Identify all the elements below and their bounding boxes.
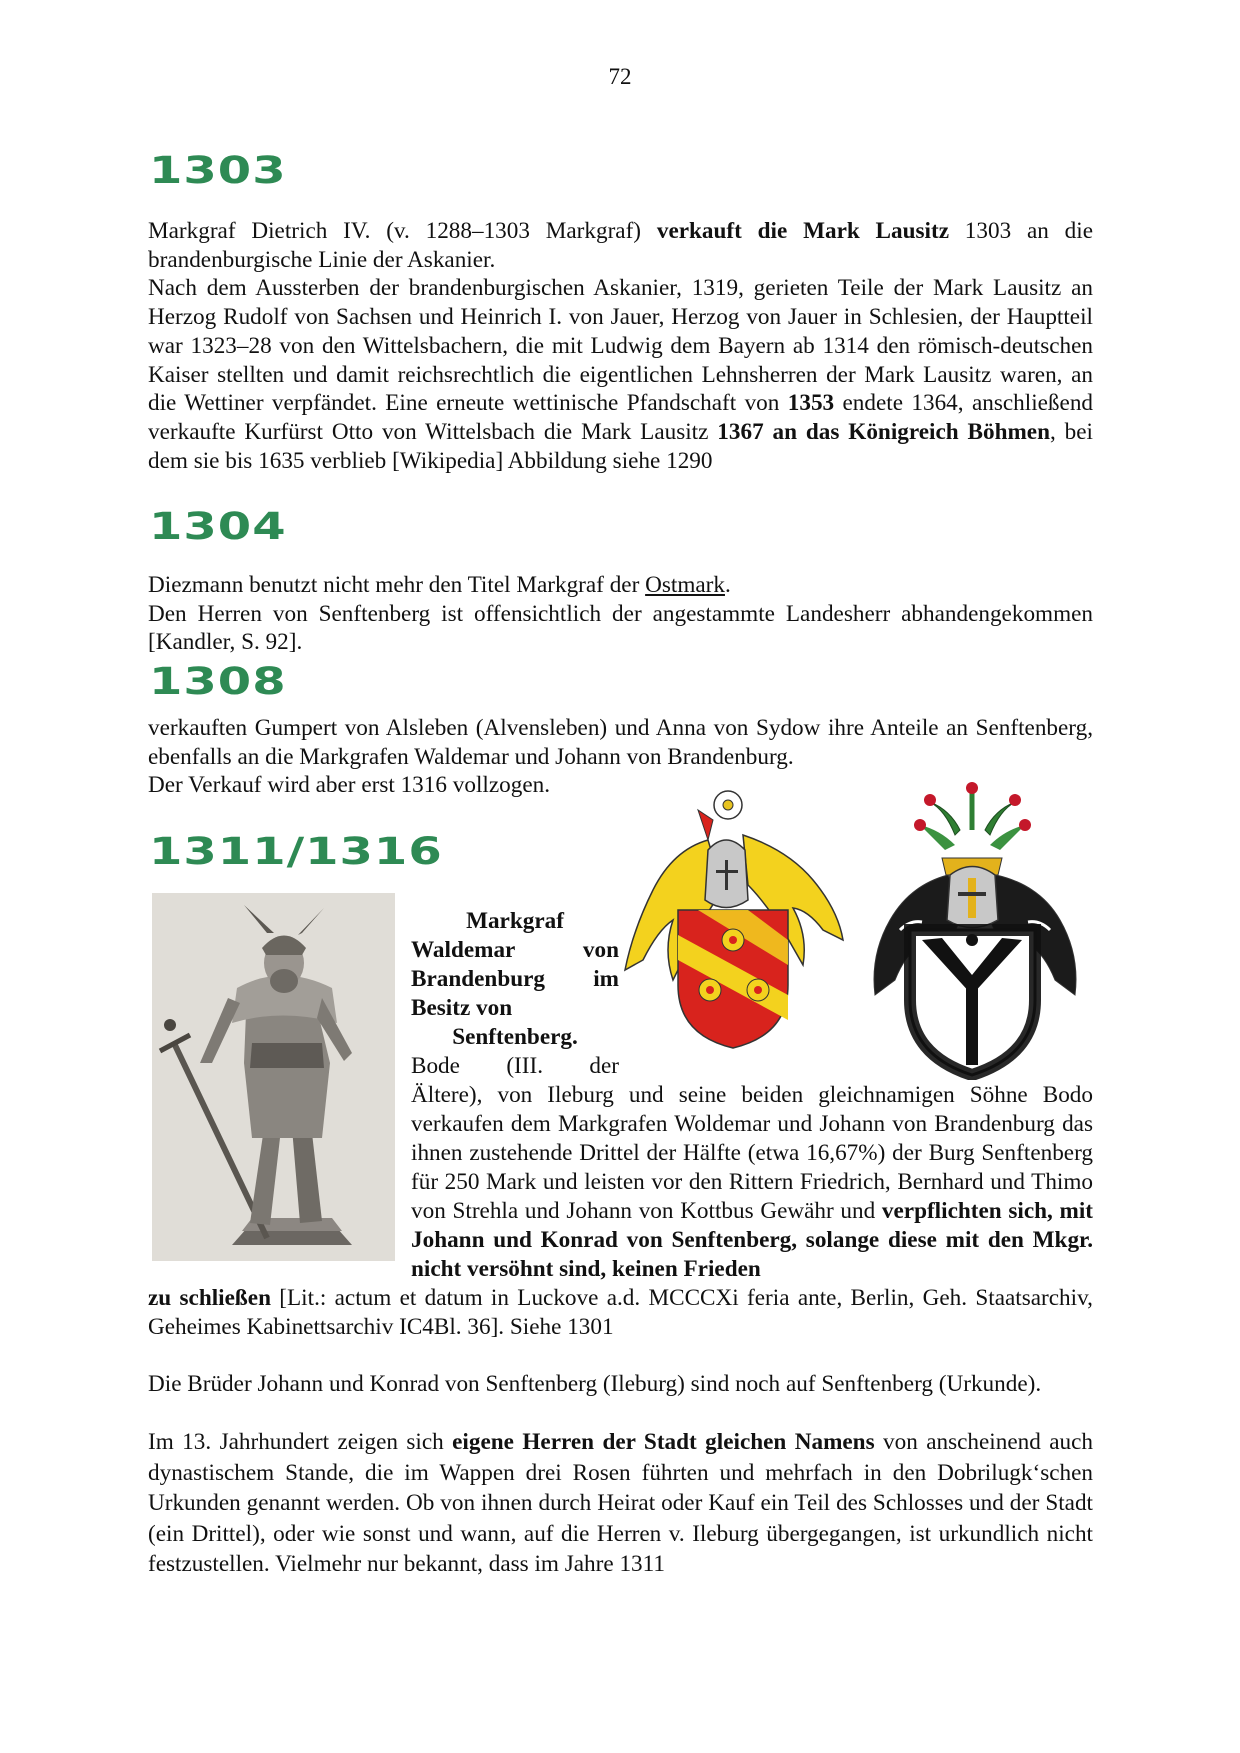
- caption-senftenberg: Senftenberg.: [452, 1024, 578, 1050]
- paragraph-1304: Diezmann benutzt nicht mehr den Titel Markgraf der Ostmark. Den Herren von Senftenberg ist offensichtlich der angestammte Landesherr abhandengekommen [Kandler, S. 92].: [148, 572, 1093, 656]
- paragraph-13th-century: Im 13. Jahrhundert zeigen sich eigene Herren der Stadt gleichen Namens von anscheinend auch dynastischem Stande, die im Wappen drei Rosen führten und mehrfach in den Dobrilugk‘schen Urkunden genannt werden. Ob von ihnen durch Heirat oder Kauf ein Teil des Schlosses und der Stadt (ein Drittel), oder wie sonst und wann, auf die Herren v. Ileburg übergegangen, ist urkundlich nicht festzustellen. Vielmehr nur bekannt, dass im Jahre 1311: [148, 1429, 1094, 1577]
- side-tail-bode: Bode (III. der: [411, 1053, 619, 1079]
- caption-markgraf: Markgraf: [466, 908, 564, 934]
- paragraph-1308: verkauften Gumpert von Alsleben (Alvensleben) und Anna von Sydow ihre Anteile an Senftenberg, ebenfalls an die Markgrafen Waldemar und Johann von Brandenburg. Der Verkauf wird aber erst 1316 vollzogen.: [148, 715, 1093, 799]
- year-heading-1308: 1308: [149, 659, 287, 704]
- brandenburg-coat-of-arms: [613, 780, 853, 1050]
- ileburg-coat-of-arms: [860, 780, 1090, 1080]
- caption-waldemar: Waldemar von Brandenburg im Besitz von: [411, 937, 619, 1021]
- paragraph-1311-body: Ältere), von Ileburg und seine beiden gleichnamigen Söhne Bodo verkaufen dem Markgrafen Woldemar und Johann von Brandenburg das ihnen zustehende Drittel der Hälfte (etwa 16,67%) der Burg Senftenberg für 250 Mark und leisten vor den Rittern Friedrich, Bernhard und Thimo von Strehla und Johann von Kottbus Gewähr und verpflichten sich, mit Johann und Konrad von Senftenberg, solange diese mit den Mkgr. nicht versöhnt sind, keinen Frieden: [411, 1082, 1093, 1282]
- paragraph-1303: Markgraf Dietrich IV. (v. 1288–1303 Markgraf) verkauft die Mark Lausitz 1303 an die brandenburgische Linie der Askanier. Nach dem Aussterben der brandenburgischen Askanier, 1319, gerieten Teile der Mark Lausitz an Herzog Rudolf von Sachsen und Heinrich I. von Jauer, Herzog von Jauer in Schlesien, der Hauptteil war 1323–28 von den Wittelsbachern, die mit Ludwig dem Bayern ab 1314 den römisch-deutschen Kaiser stellten und damit reichsrechtlich die eigentlichen Lehnsherren der Mark Lausitz waren, an die Wettiner verpfändet. Eine erneute wettinische Pfandschaft von 1353 endete 1364, anschließend verkaufte Kurfürst Otto von Wittelsbach die Mark Lausitz 1367 an das Königreich Böhmen, bei dem sie bis 1635 verblieb [Wikipedia] Abbildung siehe 1290: [148, 218, 1094, 474]
- paragraph-brothers: Die Brüder Johann und Konrad von Senftenberg (Ileburg) sind noch auf Senftenberg (Urkunde).: [148, 1371, 1042, 1397]
- ostmark-link[interactable]: Ostmark: [645, 572, 725, 598]
- statue-image: [152, 893, 395, 1261]
- year-heading-1311-1316: 1311/1316: [149, 829, 443, 874]
- paragraph-1311-continued: zu schließen [Lit.: actum et datum in Luckove a.d. MCCCXi feria ante, Berlin, Geh. Staatsarchiv, Geheimes Kabinettsarchiv IC4Bl. 36]. Siehe 1301: [148, 1285, 1093, 1340]
- year-heading-1304: 1304: [149, 504, 287, 549]
- page-number: 72: [608, 64, 632, 89]
- year-heading-1303: 1303: [149, 148, 287, 193]
